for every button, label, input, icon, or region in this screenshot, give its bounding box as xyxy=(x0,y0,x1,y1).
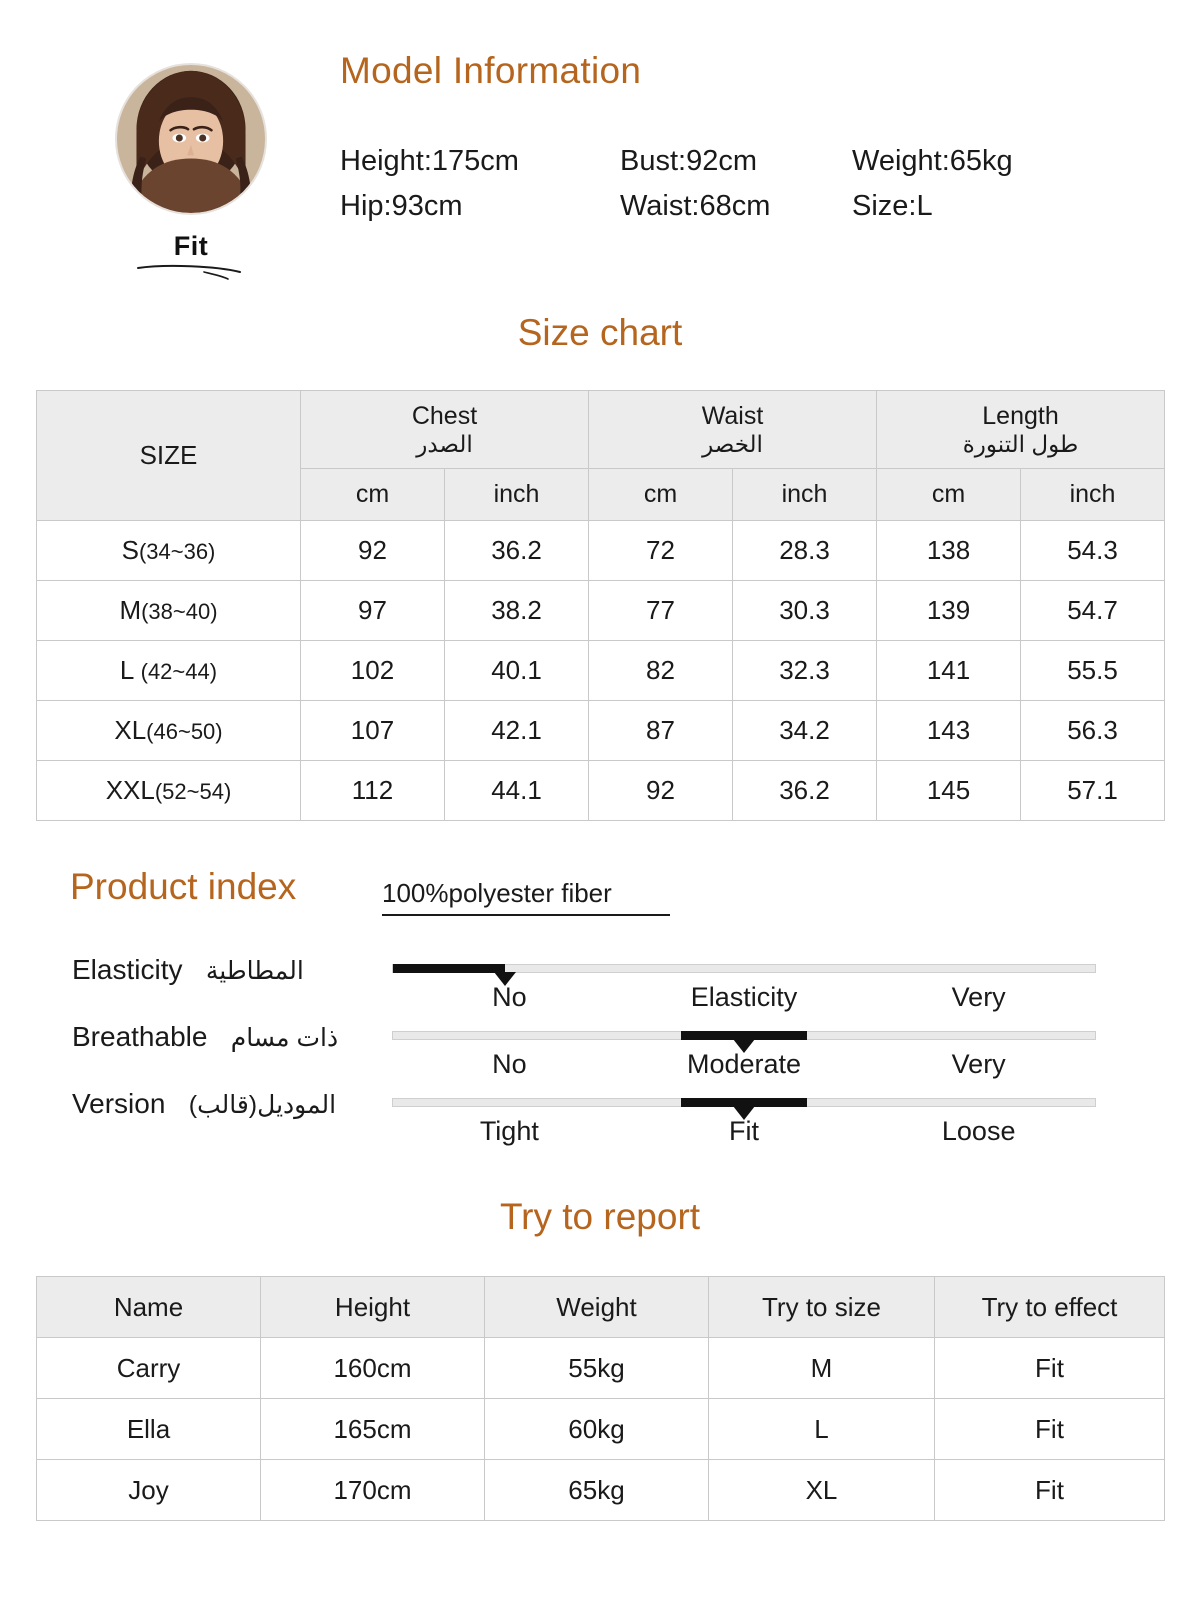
waist-label-en: Waist xyxy=(701,401,764,430)
waist-label-ar: الخصر xyxy=(702,430,763,457)
cell-length-cm: 138 xyxy=(877,521,1021,581)
model-measurement-row xyxy=(340,145,1100,178)
elasticity-label xyxy=(72,954,304,986)
report-try-effect: Fit xyxy=(935,1399,1165,1460)
elasticity-slider-fill xyxy=(393,964,505,973)
model-measurements xyxy=(340,145,1100,235)
cell-chest-inch: 42.1 xyxy=(445,701,589,761)
report-try-effect: Fit xyxy=(935,1460,1165,1521)
cell-chest-cm: 102 xyxy=(301,641,445,701)
size-range: (46~50) xyxy=(146,719,223,744)
report-try-size: L xyxy=(709,1399,935,1460)
cell-length-inch: 54.3 xyxy=(1021,521,1165,581)
cell-length-inch: 54.7 xyxy=(1021,581,1165,641)
table-row xyxy=(37,521,1165,581)
report-header-weight: Weight xyxy=(485,1277,709,1338)
size-range: (38~40) xyxy=(141,599,218,624)
cell-length-cm: 139 xyxy=(877,581,1021,641)
try-to-report-table xyxy=(36,1276,1165,1521)
model-information-title: Model Information xyxy=(340,50,642,91)
unit-waist-inch: inch xyxy=(733,469,877,521)
cell-waist-cm: 87 xyxy=(589,701,733,761)
model-avatar-wrap xyxy=(115,63,267,261)
unit-chest-cm: cm xyxy=(301,469,445,521)
cell-chest-cm: 92 xyxy=(301,521,445,581)
report-header-try-effect: Try to effect xyxy=(935,1277,1165,1338)
table-row xyxy=(37,1460,1165,1521)
cell-chest-cm: 107 xyxy=(301,701,445,761)
breathable-ticks xyxy=(392,1049,1096,1080)
try-to-report-title: Try to report xyxy=(499,1196,701,1237)
elasticity-tick-high: Very xyxy=(951,982,1006,1012)
unit-length-inch: inch xyxy=(1021,469,1165,521)
size-label-cell xyxy=(37,521,301,581)
cell-waist-inch: 32.3 xyxy=(733,641,877,701)
report-header-name: Name xyxy=(37,1277,261,1338)
elasticity-tick-mid: Elasticity xyxy=(690,982,798,1012)
cell-chest-inch: 40.1 xyxy=(445,641,589,701)
elasticity-tick-low: No xyxy=(492,982,527,1012)
elasticity-slider[interactable] xyxy=(392,964,1096,973)
cell-length-inch: 55.5 xyxy=(1021,641,1165,701)
elasticity-label-ar: المطاطية xyxy=(205,957,304,985)
size-name: S xyxy=(121,535,139,565)
cell-length-cm: 141 xyxy=(877,641,1021,701)
cell-waist-inch: 28.3 xyxy=(733,521,877,581)
chest-group-header xyxy=(301,391,589,469)
table-row xyxy=(37,641,1165,701)
table-header-row xyxy=(37,391,1165,469)
model-information-section xyxy=(0,50,1200,300)
model-hip: Hip:93cm xyxy=(340,190,463,222)
version-label-ar: الموديل(قالب) xyxy=(188,1091,337,1119)
breathable-label xyxy=(72,1021,338,1053)
report-try-size: XL xyxy=(709,1460,935,1521)
unit-length-cm: cm xyxy=(877,469,1021,521)
cell-waist-cm: 72 xyxy=(589,521,733,581)
waist-group-header xyxy=(589,391,877,469)
cell-waist-inch: 36.2 xyxy=(733,761,877,821)
report-try-effect: Fit xyxy=(935,1338,1165,1399)
version-tick-mid: Fit xyxy=(729,1116,759,1146)
cell-waist-inch: 34.2 xyxy=(733,701,877,761)
version-ticks xyxy=(392,1116,1096,1147)
model-measurement-row xyxy=(340,190,1100,223)
version-label-en: Version xyxy=(72,1088,166,1119)
model-height: Height:175cm xyxy=(340,145,519,177)
model-size: Size:L xyxy=(852,190,933,222)
size-name: L xyxy=(119,655,141,685)
avatar xyxy=(115,63,267,215)
unit-chest-inch: inch xyxy=(445,469,589,521)
report-height: 165cm xyxy=(261,1399,485,1460)
cell-length-inch: 57.1 xyxy=(1021,761,1165,821)
cell-length-inch: 56.3 xyxy=(1021,701,1165,761)
size-name: XXL xyxy=(105,775,155,805)
size-label-cell xyxy=(37,641,301,701)
length-label-ar: طول التنورة xyxy=(962,430,1079,457)
cell-waist-cm: 92 xyxy=(589,761,733,821)
size-chart-table xyxy=(36,390,1165,821)
version-slider[interactable] xyxy=(392,1098,1096,1107)
report-weight: 60kg xyxy=(485,1399,709,1460)
report-header-height: Height xyxy=(261,1277,485,1338)
cell-waist-cm: 77 xyxy=(589,581,733,641)
elasticity-label-en: Elasticity xyxy=(72,954,183,985)
report-height: 160cm xyxy=(261,1338,485,1399)
size-chart-title: Size chart xyxy=(517,312,683,353)
size-label-cell xyxy=(37,581,301,641)
size-name: XL xyxy=(114,715,147,745)
cell-chest-cm: 97 xyxy=(301,581,445,641)
breathable-tick-high: Very xyxy=(951,1049,1006,1079)
cell-chest-inch: 36.2 xyxy=(445,521,589,581)
version-tick-high: Loose xyxy=(941,1116,1016,1146)
size-range: (34~36) xyxy=(138,539,216,564)
chest-label-ar: الصدر xyxy=(416,430,473,457)
size-name: M xyxy=(119,595,142,625)
version-tick-low: Tight xyxy=(479,1116,539,1146)
report-weight: 55kg xyxy=(485,1338,709,1399)
size-range: (42~44) xyxy=(140,659,218,684)
report-name: Joy xyxy=(37,1460,261,1521)
index-row-version xyxy=(0,1080,1200,1147)
unit-waist-cm: cm xyxy=(589,469,733,521)
report-height: 170cm xyxy=(261,1460,485,1521)
report-header-try-size: Try to size xyxy=(709,1277,935,1338)
table-header-row xyxy=(37,1277,1165,1338)
length-group-header xyxy=(877,391,1165,469)
size-label-cell xyxy=(37,701,301,761)
table-row xyxy=(37,1338,1165,1399)
length-label-en: Length xyxy=(982,401,1059,430)
model-waist: Waist:68cm xyxy=(620,190,771,222)
report-weight: 65kg xyxy=(485,1460,709,1521)
model-weight: Weight:65kg xyxy=(852,145,1013,177)
breathable-label-en: Breathable xyxy=(72,1021,208,1052)
model-bust: Bust:92cm xyxy=(620,145,757,177)
product-index-title: Product index xyxy=(70,866,297,907)
breathable-tick-low: No xyxy=(492,1049,527,1079)
version-label xyxy=(72,1088,336,1120)
fit-label: Fit xyxy=(173,231,209,261)
report-try-size: M xyxy=(709,1338,935,1399)
index-row-breathable xyxy=(0,1013,1200,1080)
cell-waist-inch: 30.3 xyxy=(733,581,877,641)
chest-label-en: Chest xyxy=(411,401,478,430)
cell-waist-cm: 82 xyxy=(589,641,733,701)
index-row-elasticity xyxy=(0,946,1200,1013)
breathable-slider[interactable] xyxy=(392,1031,1096,1040)
table-row xyxy=(37,1399,1165,1460)
table-row xyxy=(37,701,1165,761)
cell-chest-inch: 44.1 xyxy=(445,761,589,821)
fit-underline-flourish xyxy=(136,263,246,281)
elasticity-ticks xyxy=(392,982,1096,1013)
cell-chest-inch: 38.2 xyxy=(445,581,589,641)
table-row xyxy=(37,581,1165,641)
report-name: Ella xyxy=(37,1399,261,1460)
material-composition: 100%polyester fiber xyxy=(382,878,670,916)
size-label-cell xyxy=(37,761,301,821)
breathable-label-ar: ذات مسام xyxy=(230,1024,339,1052)
size-range: (52~54) xyxy=(154,779,232,804)
breathable-tick-mid: Moderate xyxy=(686,1049,802,1079)
cell-chest-cm: 112 xyxy=(301,761,445,821)
report-name: Carry xyxy=(37,1338,261,1399)
table-row xyxy=(37,761,1165,821)
size-column-header: SIZE xyxy=(37,391,301,521)
product-index-rows xyxy=(0,946,1200,1147)
cell-length-cm: 145 xyxy=(877,761,1021,821)
cell-length-cm: 143 xyxy=(877,701,1021,761)
